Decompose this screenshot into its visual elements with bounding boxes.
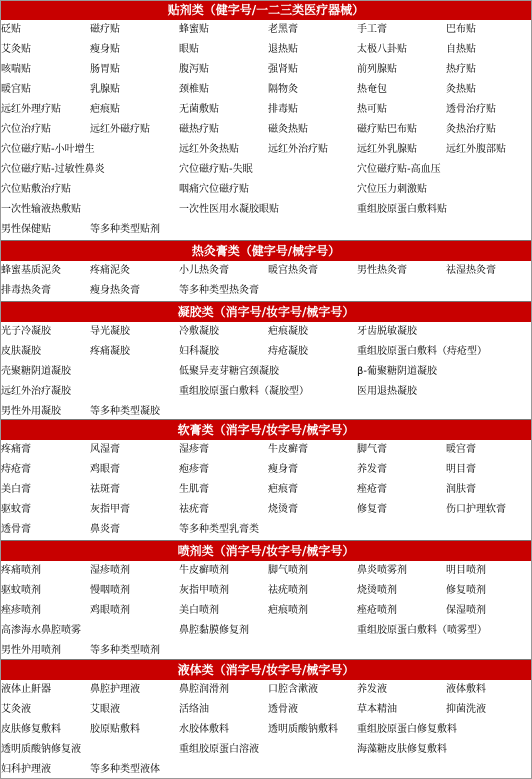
product-item: 排毒贴 (268, 104, 298, 115)
product-item: 暖宫贴 (1, 84, 31, 95)
product-item: 瘦身贴 (90, 44, 120, 55)
product-item: 穴位压力刺激贴 (357, 184, 427, 195)
product-item: 牙齿脱敏凝胶 (357, 326, 417, 337)
product-item: 液体止鼾器 (1, 684, 51, 695)
product-item: 重组胶原蛋白敷料（痔疮型） (357, 346, 487, 357)
product-item: 低聚异麦芽糖宫颈凝胶 (179, 366, 279, 377)
product-item: 美白膏 (1, 484, 31, 495)
product-item: 远红外腹部贴 (446, 144, 506, 155)
product-item: 重组胶原蛋白敷料（喷雾型） (357, 625, 487, 636)
product-item: 磁热疗贴 (179, 124, 219, 135)
product-item: 修复膏 (357, 504, 387, 515)
product-item: 磁灸热贴 (268, 124, 308, 135)
product-item: 穴位贴敷治疗贴 (1, 184, 71, 195)
product-item: 退热贴 (268, 44, 298, 55)
product-item: 水胶体敷料 (179, 724, 229, 735)
product-item: 祛湿热灸膏 (446, 265, 496, 276)
product-item: 疤痕喷剂 (268, 605, 308, 616)
product-item: 透骨膏 (1, 524, 31, 535)
product-item: 疼痛泥灸 (90, 265, 130, 276)
product-item: 穴位磁疗贴-高血压 (357, 164, 441, 175)
product-item: 脚气膏 (357, 444, 387, 455)
product-item: 牛皮癣喷剂 (179, 565, 229, 576)
product-item: 咳喘贴 (1, 64, 31, 75)
product-item: 等多种类型凝胶 (90, 406, 160, 417)
product-item: 远红外理疗贴 (1, 104, 61, 115)
product-item: 风湿膏 (90, 444, 120, 455)
product-item: 暖宫热灸膏 (268, 265, 318, 276)
product-item: 远红外治疗贴 (268, 144, 328, 155)
product-item: 瘦身热灸膏 (90, 285, 140, 296)
product-item: 乳腺贴 (90, 84, 120, 95)
product-item: 抑菌洗液 (446, 704, 486, 715)
product-item: 烧烫喷剂 (357, 585, 397, 596)
product-item: 男性热灸膏 (357, 265, 407, 276)
product-item: 穴位磁疗贴-失眠 (179, 164, 253, 175)
product-item: 透明质酸钠敷料 (268, 724, 338, 735)
product-item: 等多种类型液体 (90, 764, 160, 775)
product-item: 鼻腔护理液 (90, 684, 140, 695)
product-item: 远红外灸热贴 (179, 144, 239, 155)
product-item: 光子冷凝胶 (1, 326, 51, 337)
product-item: 修复喷剂 (446, 585, 486, 596)
product-item: 小儿热灸膏 (179, 265, 229, 276)
product-item: 眼贴 (179, 44, 199, 55)
product-item: 一次性医用水凝胶眼贴 (179, 204, 279, 215)
product-item: 老黑膏 (268, 24, 298, 35)
product-item: 男性外用喷剂 (1, 645, 61, 656)
product-item: 鸡眼喷剂 (90, 605, 130, 616)
product-item: 重组胶原蛋白溶液 (179, 744, 259, 755)
section-header: 热灸膏类（健字号/械字号） (0, 241, 532, 261)
product-item: 艾灸液 (1, 704, 31, 715)
product-item: 等多种类型热灸膏 (179, 285, 259, 296)
section-header: 贴剂类（健字号/一二三类医疗器械） (0, 0, 532, 20)
product-item: 痤疹喷剂 (1, 605, 41, 616)
product-item: 湿疹膏 (179, 444, 209, 455)
product-item: 保湿喷剂 (446, 605, 486, 616)
product-item: 热可贴 (357, 104, 387, 115)
section-header: 凝胶类（消字号/妆字号/械字号） (0, 302, 532, 322)
product-item: 巴布贴 (446, 24, 476, 35)
product-item: 润肤膏 (446, 484, 476, 495)
product-item: 口腔含漱液 (268, 684, 318, 695)
product-item: 明目喷剂 (446, 565, 486, 576)
product-item: 养发液 (357, 684, 387, 695)
product-item: 排毒热灸膏 (1, 285, 51, 296)
product-item: 疼痛凝胶 (90, 346, 130, 357)
product-item: 祛斑膏 (90, 484, 120, 495)
product-item: 导光凝胶 (90, 326, 130, 337)
product-item: 腹泻贴 (179, 64, 209, 75)
product-item: 疤痕贴 (90, 104, 120, 115)
product-item: 暖宫膏 (446, 444, 476, 455)
product-item: 穴位治疗贴 (1, 124, 51, 135)
product-item: 等多种类型乳膏类 (179, 524, 259, 535)
product-item: 磁疗贴巴布贴 (357, 124, 417, 135)
product-item: 穴位磁疗贴-小叶增生 (1, 144, 95, 155)
product-item: 等多种类型贴剂 (90, 224, 160, 235)
product-item: 热奄包 (357, 84, 387, 95)
product-item: 隔物灸 (268, 84, 298, 95)
product-item: 穴位磁疗贴-过敏性鼻炎 (1, 164, 105, 175)
product-item: 灰指甲喷剂 (179, 585, 229, 596)
product-item: 鼻炎膏 (90, 524, 120, 535)
product-item: 痔疮凝胶 (268, 346, 308, 357)
product-item: 自热贴 (446, 44, 476, 55)
product-item: 艾眼液 (90, 704, 120, 715)
product-item: 一次性输液热敷贴 (1, 204, 81, 215)
product-item: 灸热贴 (446, 84, 476, 95)
product-item: 驱蚊膏 (1, 504, 31, 515)
product-item: 颈椎贴 (179, 84, 209, 95)
product-item: 肠胃贴 (90, 64, 120, 75)
product-item: 脚气喷剂 (268, 565, 308, 576)
product-item: 祛疣膏 (179, 504, 209, 515)
product-item: 重组胶原蛋白敷料贴 (357, 204, 447, 215)
product-item: 疼痛喷剂 (1, 565, 41, 576)
product-item: 生肌膏 (179, 484, 209, 495)
product-item: 鼻腔黏膜修复剂 (179, 625, 249, 636)
product-item: 透明质酸钠修复液 (1, 744, 81, 755)
product-item: 冷敷凝胶 (179, 326, 219, 337)
product-item: 男性外用凝胶 (1, 406, 61, 417)
product-item: 烧烫膏 (268, 504, 298, 515)
product-item: 祛疣喷剂 (268, 585, 308, 596)
product-item: 疼痛膏 (1, 444, 31, 455)
product-item: 疱疹膏 (179, 464, 209, 475)
product-item: 海藻糖皮肤修复敷料 (357, 744, 447, 755)
product-item: 美白喷剂 (179, 605, 219, 616)
product-item: 痔疮膏 (1, 464, 31, 475)
product-item: 远红外乳腺贴 (357, 144, 417, 155)
product-item: 重组胶原蛋白敷料（凝胶型） (179, 386, 309, 397)
product-item: 伤口护理软膏 (446, 504, 506, 515)
product-item: 活络油 (179, 704, 209, 715)
product-item: 鸡眼膏 (90, 464, 120, 475)
product-item: 瘦身膏 (268, 464, 298, 475)
section-header: 喷剂类（消字号/妆字号/械字号） (0, 541, 532, 561)
product-item: 妇科护理液 (1, 764, 51, 775)
product-item: 湿疹喷剂 (90, 565, 130, 576)
product-item: 皮肤凝胶 (1, 346, 41, 357)
product-item: 太极八卦贴 (357, 44, 407, 55)
product-item: 痤疮膏 (357, 484, 387, 495)
product-item: 牛皮癣膏 (268, 444, 308, 455)
product-item: 热疗贴 (446, 64, 476, 75)
product-item: 男性保健贴 (1, 224, 51, 235)
product-item: 胶原贴敷料 (90, 724, 140, 735)
product-item: 医用退热凝胶 (357, 386, 417, 397)
product-item: 高渗海水鼻腔喷雾 (1, 625, 81, 636)
product-item: 远红外治疗凝胶 (1, 386, 71, 397)
product-item: 养发膏 (357, 464, 387, 475)
product-item: 蜂蜜基质泥灸 (1, 265, 61, 276)
product-item: 手工膏 (357, 24, 387, 35)
product-item: 透骨治疗贴 (446, 104, 496, 115)
product-item: 远红外磁疗贴 (90, 124, 150, 135)
product-item: 强肾贴 (268, 64, 298, 75)
product-item: 蜂蜜贴 (179, 24, 209, 35)
product-item: 前列腺贴 (357, 64, 397, 75)
product-item: 痤疮喷剂 (357, 605, 397, 616)
section-header: 软膏类（消字号/妆字号/械字号） (0, 420, 532, 440)
product-item: 慢咽喷剂 (90, 585, 130, 596)
product-item: 等多种类型喷剂 (90, 645, 160, 656)
product-item: 艾灸贴 (1, 44, 31, 55)
product-item: 壳聚糖阴道凝胶 (1, 366, 71, 377)
product-item: 液体敷料 (446, 684, 486, 695)
product-item: 透骨液 (268, 704, 298, 715)
product-item: 灸热治疗贴 (446, 124, 496, 135)
product-item: 妇科凝胶 (179, 346, 219, 357)
product-item: 重组胶原蛋白修复敷料 (357, 724, 457, 735)
product-item: 砭贴 (1, 24, 21, 35)
section-header: 液体类（消字号/妆字号/械字号） (0, 660, 532, 680)
product-item: β-葡聚糖阴道凝胶 (357, 366, 437, 377)
product-item: 无菌敷贴 (179, 104, 219, 115)
product-item: 驱蚊喷剂 (1, 585, 41, 596)
product-item: 灰指甲膏 (90, 504, 130, 515)
product-item: 草本精油 (357, 704, 397, 715)
product-item: 疤痕膏 (268, 484, 298, 495)
product-item: 磁疗贴 (90, 24, 120, 35)
product-item: 明目膏 (446, 464, 476, 475)
product-item: 鼻腔润滑剂 (179, 684, 229, 695)
product-item: 疤痕凝胶 (268, 326, 308, 337)
product-item: 皮肤修复敷料 (1, 724, 61, 735)
product-item: 咽痛穴位磁疗贴 (179, 184, 249, 195)
product-item: 鼻炎喷雾剂 (357, 565, 407, 576)
